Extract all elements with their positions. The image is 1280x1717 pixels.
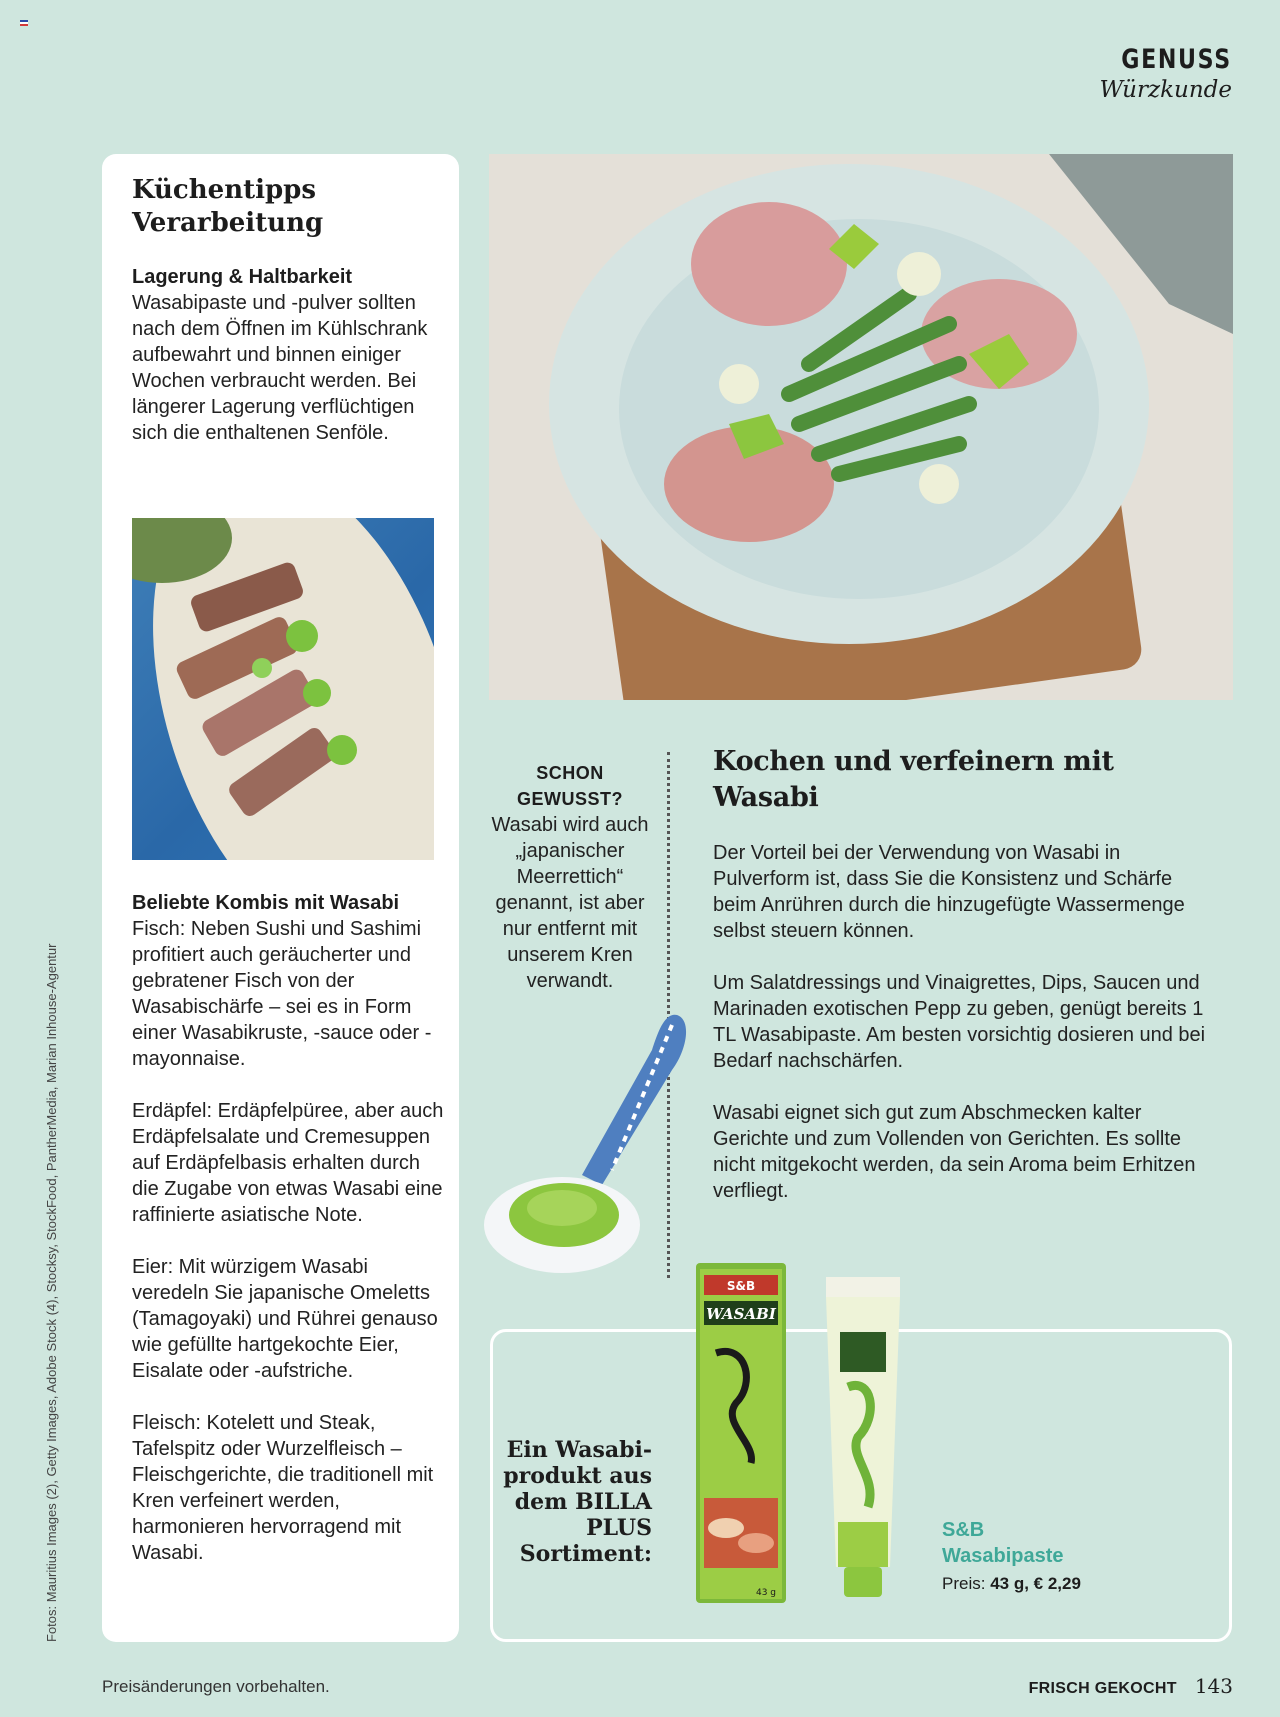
main-paragraph-1: Der Vorteil bei der Verwendung von Wasabi in Pulverform ist, dass Sie die Konsistenz und Schärfe beim Anrühren durch die hinzugefügte Wassermenge selbst steuern können. (713, 842, 1185, 942)
photo-credits: Fotos: Mauritius Images (2), Getty Images, Adobe Stock (4), Stocksy, StockFood, PantherMedia, Marian Inhouse-Agentur (44, 943, 59, 1642)
main-paragraph-3: Wasabi eignet sich gut zum Abschmecken kalter Gerichte und zum Vollenden von Gerichten. Es sollte nicht mitgekocht werden, da sein Aroma beim Erhitzen verfliegt. (713, 1102, 1196, 1202)
product-name: Wasabipaste (942, 1545, 1064, 1567)
page-header (1097, 44, 1232, 103)
price-label: Preis: (942, 1574, 986, 1593)
subsection-label: Würzkunde (1099, 77, 1232, 103)
main-article (713, 744, 1213, 1230)
combo-fish: Fisch: Neben Sushi und Sashimi profitiert auch geräucherter und gebratener Fisch von der Wasabischärfe – sei es in Form einer Wasabikruste, -sauce oder -mayonnaise. (132, 918, 432, 1070)
section-label: GENUSS (1121, 44, 1232, 75)
footer-note: Preisänderungen vorbehalten. (102, 1677, 330, 1696)
page-number: 143 (1194, 1674, 1233, 1698)
wasabi-tube-illustration (818, 1277, 908, 1602)
plate-illustration (489, 154, 1233, 700)
footer-right (1029, 1674, 1233, 1698)
product-info (942, 1517, 1081, 1597)
combo-eggs: Eier: Mit würzigem Wasabi veredeln Sie japanische Omeletts (Tamagoyaki) und Rührei genauso wie gefüllte hartgekochte Eier, Eisalate oder -aufstriche. (132, 1256, 438, 1382)
pack-brand: S&B (726, 1279, 756, 1293)
product-intro: Ein Wasabi-produkt aus dem BILLA PLUS Sortiment: (503, 1437, 652, 1567)
spoon-illustration (482, 1010, 702, 1280)
hero-photo (489, 154, 1233, 700)
storage-text: Wasabipaste und -pulver sollten nach dem Öffnen im Kühlschrank aufbewahrt und binnen einiger Wochen verbraucht werden. Bei längerer Lagerung verflüchtigen sich die enthaltenen Senföle. (132, 292, 428, 444)
spoon-photo (482, 1010, 702, 1280)
did-you-know-heading-2: GEWUSST? (517, 789, 623, 809)
pack-weight: 43 g (755, 1588, 777, 1598)
tuna-photo (132, 518, 434, 860)
flag-icon (20, 20, 28, 26)
storage-block (132, 264, 442, 446)
magazine-name: FRISCH GEKOCHT (1028, 1680, 1177, 1697)
tips-title: Küchentipps Verarbeitung (132, 175, 324, 238)
pack-label: WASABI (706, 1305, 776, 1323)
price-value: 43 g, € 2,29 (990, 1574, 1081, 1593)
tips-card (102, 154, 459, 1642)
combo-meat: Fleisch: Kotelett und Steak, Tafelspitz oder Wurzelfleisch – Fleischgerichte, die traditionell mit Kren verfeinert werden, harmonieren hervorragend mit Wasabi. (132, 1412, 434, 1564)
wasabi-tube-image (818, 1277, 908, 1602)
storage-heading: Lagerung & Haltbarkeit (132, 266, 353, 288)
did-you-know-text: Wasabi wird auch „japanischer Meerrettich“ genannt, ist aber nur entfernt mit unserem Kren verwandt. (491, 814, 649, 992)
did-you-know-box (486, 760, 654, 994)
tuna-illustration (132, 518, 434, 860)
combos-block (132, 890, 447, 1592)
wasabi-box-image (696, 1263, 786, 1603)
product-price (942, 1571, 1081, 1597)
combos-heading: Beliebte Kombis mit Wasabi (132, 892, 400, 914)
combo-potatoes: Erdäpfel: Erdäpfelpüree, aber auch Erdäpfelsalate und Cremesuppen auf Erdäpfelbasis erhalten durch die Zugabe von etwas Wasabi eine raffinierte asiatische Note. (132, 1100, 444, 1226)
did-you-know-heading-1: SCHON (536, 763, 604, 783)
main-heading: Kochen und verfeinern mit Wasabi (713, 746, 1114, 813)
product-brand: S&B (942, 1519, 985, 1541)
main-paragraph-2: Um Salatdressings und Vinaigrettes, Dips, Saucen und Marinaden exotischen Pepp zu geben, genügt bereits 1 TL Wasabipaste. Am besten vorsichtig dosieren und bei Bedarf nachschärfen. (713, 972, 1206, 1072)
wasabi-box-illustration (696, 1263, 786, 1603)
